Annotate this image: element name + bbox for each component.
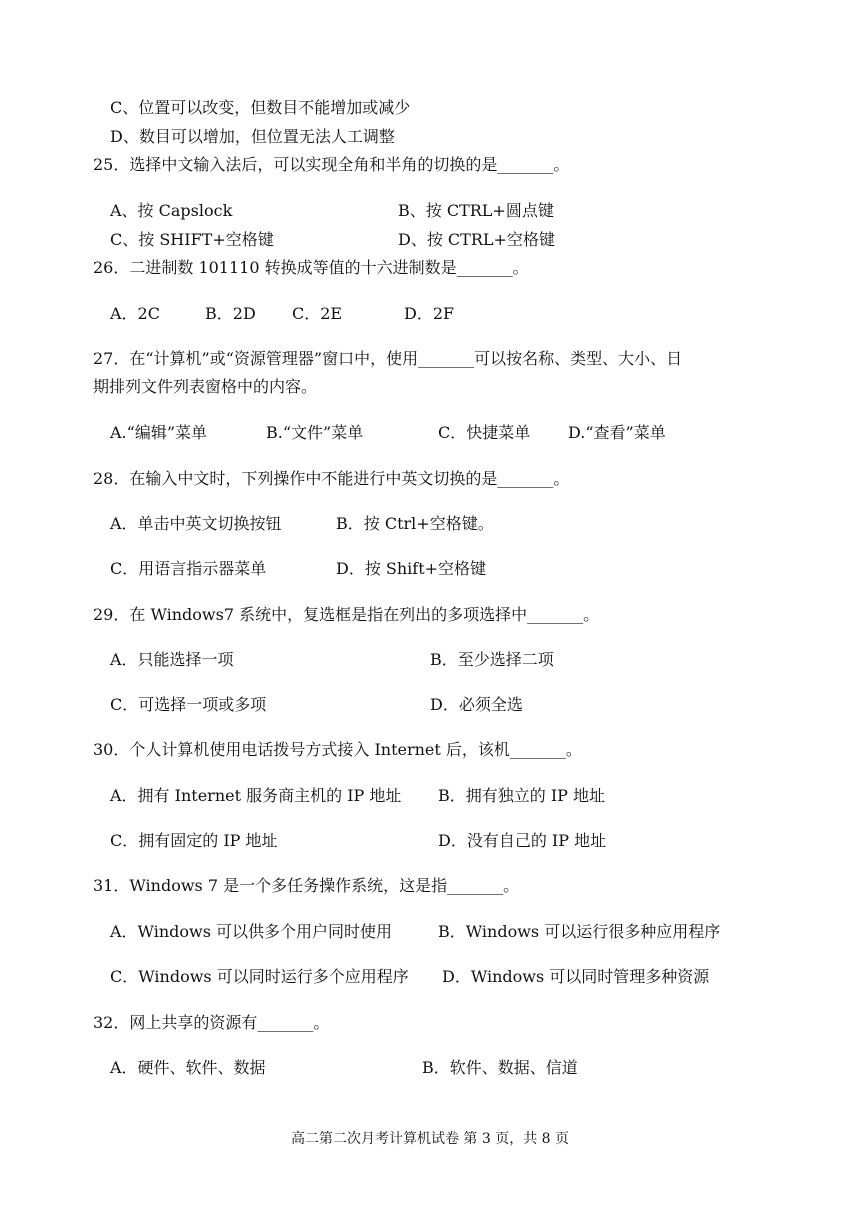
q29-option-c: C．可选择一项或多项 <box>110 695 267 714</box>
q28-option-b: B．按 Ctrl+空格键。 <box>336 514 494 533</box>
q28-option-c: C．用语言指示器菜单 <box>110 559 267 578</box>
q25-option-c: C、按 SHIFT+空格键 <box>110 230 274 249</box>
q26-option-d: D．2F <box>404 304 455 323</box>
q28-option-a: A．单击中英文切换按钮 <box>110 514 282 533</box>
question-30: 30．个人计算机使用电话拨号方式接入 Internet 后，该机_______。 <box>93 740 582 759</box>
question-28: 28．在输入中文时，下列操作中不能进行中英文切换的是_______。 <box>93 469 570 488</box>
q27-option-c: C．快捷菜单 <box>438 423 531 442</box>
q25-option-a: A、按 Capslock <box>110 201 233 220</box>
q28-option-d: D．按 Shift+空格键 <box>336 559 487 578</box>
q31-option-c: C．Windows 可以同时运行多个应用程序 <box>110 967 409 986</box>
q29-option-a: A．只能选择一项 <box>110 650 234 669</box>
q31-option-a: A．Windows 可以供多个用户同时使用 <box>110 922 393 941</box>
q31-option-b: B．Windows 可以运行很多种应用程序 <box>438 922 721 941</box>
question-29: 29．在 Windows7 系统中，复选框是指在列出的多项选择中_______。 <box>93 605 600 624</box>
q24-option-c: C、位置可以改变，但数目不能增加或减少 <box>110 98 411 117</box>
q30-option-d: D．没有自己的 IP 地址 <box>438 831 607 850</box>
q31-option-d: D．Windows 可以同时管理多种资源 <box>442 967 710 986</box>
q30-option-a: A．拥有 Internet 服务商主机的 IP 地址 <box>110 786 402 805</box>
question-31: 31．Windows 7 是一个多任务操作系统，这是指_______。 <box>93 876 520 895</box>
q25-option-b: B、按 CTRL+圆点键 <box>398 201 554 220</box>
q25-option-d: D、按 CTRL+空格键 <box>398 230 555 249</box>
q26-option-c: C．2E <box>292 304 343 323</box>
question-25: 25．选择中文输入法后，可以实现全角和半角的切换的是_______。 <box>93 155 570 174</box>
q26-option-a: A．2C <box>110 304 160 323</box>
page-footer: 高二第二次月考计算机试卷 第 3 页，共 8 页 <box>290 1131 570 1147</box>
q32-option-a: A．硬件、软件、数据 <box>110 1058 266 1077</box>
question-26: 26．二进制数 101110 转换成等值的十六进制数是_______。 <box>93 258 529 277</box>
question-32: 32．网上共享的资源有_______。 <box>93 1013 330 1032</box>
question-27-line-2: 期排列文件列表窗格中的内容。 <box>93 377 318 396</box>
question-27-line-1: 27．在“计算机”或“资源管理器”窗口中，使用_______可以按名称、类型、大小、日 <box>93 349 683 368</box>
q26-option-b: B．2D <box>205 304 256 323</box>
q24-option-d: D、数目可以增加，但位置无法人工调整 <box>110 127 395 146</box>
q29-option-b: B．至少选择二项 <box>430 650 554 669</box>
q27-option-d: D.“查看”菜单 <box>568 423 666 442</box>
q32-option-b: B．软件、数据、信道 <box>422 1058 578 1077</box>
q30-option-c: C．拥有固定的 IP 地址 <box>110 831 278 850</box>
q30-option-b: B．拥有独立的 IP 地址 <box>438 786 606 805</box>
q27-option-b: B.“文件”菜单 <box>266 423 364 442</box>
q29-option-d: D．必须全选 <box>430 695 523 714</box>
q27-option-a: A.“编辑”菜单 <box>110 423 208 442</box>
